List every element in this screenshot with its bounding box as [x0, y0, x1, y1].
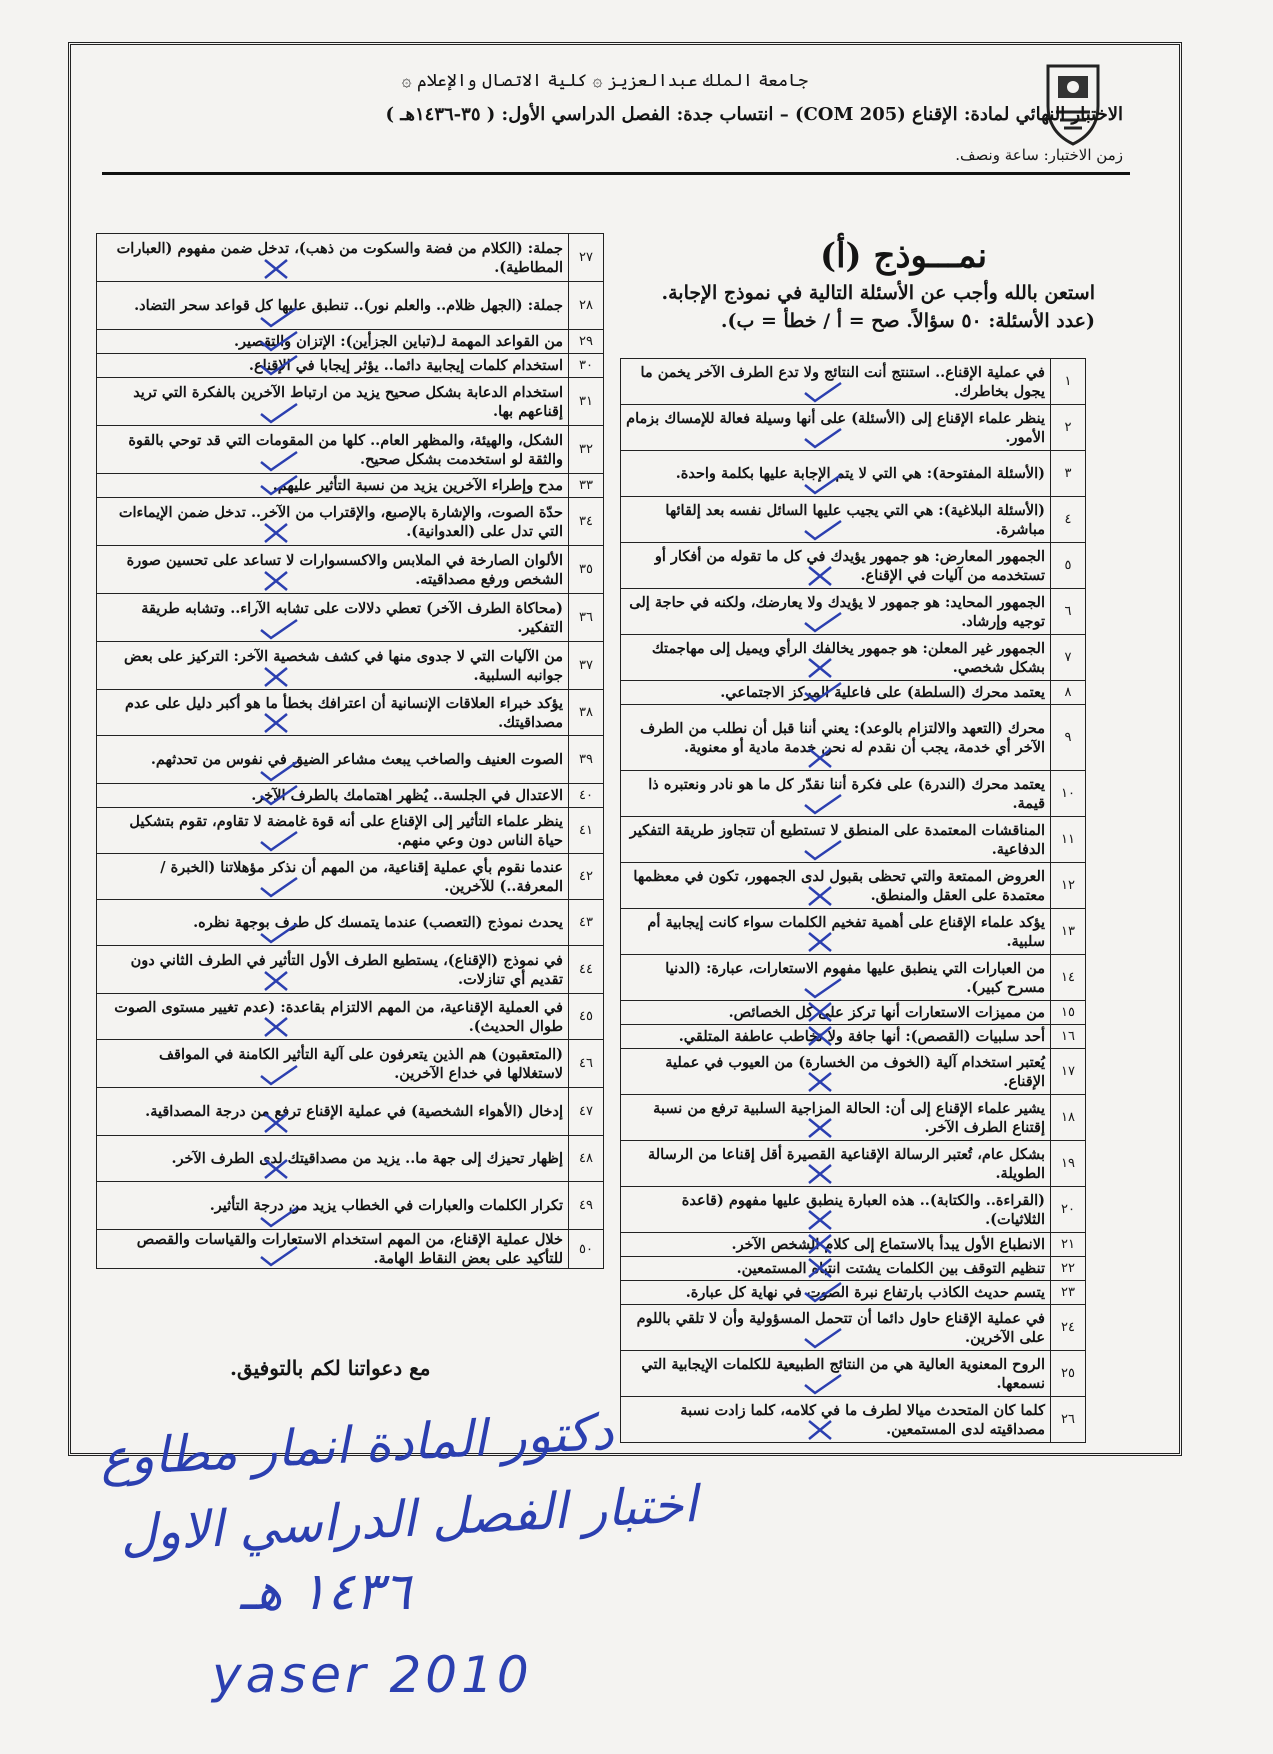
question-row [97, 1182, 604, 1230]
question-row [621, 705, 1086, 771]
question-text: إدخال (الأهواء الشخصية) في عملية الإقناع ترفع من درجة المصداقية. [97, 1088, 569, 1136]
question-row [621, 863, 1086, 909]
question-text: الجمهور غير المعلن: هو جمهور يخالفك الرأي ويميل إلى مهاجمتك بشكل شخصي. [621, 635, 1051, 681]
question-row [621, 1351, 1086, 1397]
question-row [97, 1088, 604, 1136]
question-row [97, 736, 604, 784]
check-mark-icon [257, 920, 301, 946]
question-row [97, 854, 604, 900]
question-row [621, 1187, 1086, 1233]
questions-table-right [620, 358, 1086, 1443]
question-row [621, 1305, 1086, 1351]
question-row [621, 955, 1086, 1001]
question-text: يتسم حديث الكاذب بارتفاع نبرة الصوت في نهاية كل عبارة. [621, 1281, 1051, 1305]
question-number: ٩ [1051, 705, 1086, 771]
question-number: ٤٤ [569, 946, 604, 994]
question-row [621, 771, 1086, 817]
check-mark-icon [801, 975, 845, 1001]
check-mark-icon [257, 1062, 301, 1088]
question-text: تنظيم التوقف بين الكلمات يشتت انتباه المستمعين. [621, 1257, 1051, 1281]
question-row [97, 474, 604, 498]
check-mark-icon [801, 837, 845, 863]
question-number: ٣١ [569, 378, 604, 426]
check-mark-icon [257, 304, 301, 330]
question-text: يعتمد محرك (السلطة) على فاعلية المركز الاجتماعي. [621, 681, 1051, 705]
question-row [621, 1025, 1086, 1049]
question-row [621, 451, 1086, 497]
question-number: ٤٢ [569, 854, 604, 900]
question-text: من القواعد المهمة لـ(تباين الجزأين): الإتزان والتقصير. [97, 330, 569, 354]
question-number: ٣٥ [569, 546, 604, 594]
question-number: ٣٤ [569, 498, 604, 546]
question-row [621, 1095, 1086, 1141]
question-row [621, 1281, 1086, 1305]
question-text: جملة: (الجهل ظلام.. والعلم نور).. تنطبق عليها كل قواعد سحر التضاد. [97, 282, 569, 330]
question-number: ٢٠ [1051, 1187, 1086, 1233]
question-text: يحدث نموذج (التعصب) عندما يتمسك كل طرف بوجهة نظره. [97, 900, 569, 946]
question-text: العروض الممتعة والتي تحظى بقبول لدى الجمهور، تكون في معظمها معتمدة على العقل والمنطق. [621, 863, 1051, 909]
check-mark-icon [801, 425, 845, 451]
question-row [97, 808, 604, 854]
question-row [621, 359, 1086, 405]
exam-time: زمن الاختبار: ساعة ونصف. [955, 146, 1123, 164]
question-number: ٣٨ [569, 690, 604, 736]
question-number: ٤ [1051, 497, 1086, 543]
question-number: ٢٧ [569, 234, 604, 282]
question-row [97, 1136, 604, 1182]
question-row [97, 784, 604, 808]
question-number: ٤٧ [569, 1088, 604, 1136]
question-number: ٣٠ [569, 354, 604, 378]
question-text: جملة: (الكلام من فضة والسكوت من ذهب)، تدخل ضمن مفهوم (العبارات المطاطية). [97, 234, 569, 282]
question-row [621, 1141, 1086, 1187]
check-mark-icon [257, 472, 301, 498]
question-text: يؤكد خبراء العلاقات الإنسانية أن اعترافك بخطأ ما هو أكبر دليل على عدم مصداقيتك. [97, 690, 569, 736]
cross-mark-icon [801, 563, 845, 589]
question-number: ٧ [1051, 635, 1086, 681]
question-text: تكرار الكلمات والعبارات في الخطاب يزيد من درجة التأثير. [97, 1182, 569, 1230]
check-mark-icon [801, 517, 845, 543]
question-row [97, 546, 604, 594]
question-number: ٤٥ [569, 994, 604, 1040]
question-number: ٣ [1051, 451, 1086, 497]
check-mark-icon [257, 328, 301, 354]
question-number: ٢٢ [1051, 1257, 1086, 1281]
question-number: ٤٨ [569, 1136, 604, 1182]
question-text: استخدام كلمات إيجابية دائما.. يؤثر إيجابا في الإقناع. [97, 354, 569, 378]
handwritten-exam-term: اختبار الفصل الدراسي الاول [118, 1474, 699, 1564]
question-row [97, 234, 604, 282]
question-number: ٥٠ [569, 1230, 604, 1269]
check-mark-icon [257, 352, 301, 378]
question-number: ٣٧ [569, 642, 604, 690]
question-row [621, 589, 1086, 635]
question-text: من العبارات التي ينطبق عليها مفهوم الاستعارات، عبارة: (الدنيا مسرح كبير). [621, 955, 1051, 1001]
check-mark-icon [257, 874, 301, 900]
question-row [621, 1397, 1086, 1443]
cross-mark-icon [257, 520, 301, 546]
check-mark-icon [257, 828, 301, 854]
question-number: ٤٩ [569, 1182, 604, 1230]
question-text: أحد سلبيات (القصص): أنها جافة ولا تخاطب عاطفة المتلقي. [621, 1025, 1051, 1049]
question-row [97, 594, 604, 642]
cross-mark-icon [801, 745, 845, 771]
question-number: ٤٣ [569, 900, 604, 946]
question-row [621, 1233, 1086, 1257]
question-row [621, 817, 1086, 863]
question-row [621, 405, 1086, 451]
question-number: ٣٣ [569, 474, 604, 498]
check-mark-icon [801, 609, 845, 635]
question-text: ينظر علماء التأثير إلى الإقناع على أنه قوة غامضة لا تقاوم، تقوم بتشكيل حياة الناس دون وعي منهم. [97, 808, 569, 854]
question-count-text: (عدد الأسئلة: ٥٠ سؤالاً. صح = أ / خطأ = ب). [720, 310, 1095, 332]
question-number: ٣٩ [569, 736, 604, 784]
check-mark-icon [801, 379, 845, 405]
question-text: مدح وإطراء الآخرين يزيد من نسبة التأثير عليهم. [97, 474, 569, 498]
question-text: (القراءة.. والكتابة).. هذه العبارة ينطبق عليها مفهوم (قاعدة الثلاثيات). [621, 1187, 1051, 1233]
question-row [621, 543, 1086, 589]
question-number: ١٦ [1051, 1025, 1086, 1049]
question-number: ١١ [1051, 817, 1086, 863]
question-text: (الأسئلة المفتوحة): هي التي لا يتم الإجابة عليها بكلمة واحدة. [621, 451, 1051, 497]
check-mark-icon [257, 1243, 301, 1269]
question-number: ١٢ [1051, 863, 1086, 909]
check-mark-icon [257, 448, 301, 474]
question-number: ٤١ [569, 808, 604, 854]
question-row [97, 498, 604, 546]
question-number: ١ [1051, 359, 1086, 405]
question-text: الروح المعنوية العالية هي من النتائج الطبيعية للكلمات الإيجابية التي نسمعها. [621, 1351, 1051, 1397]
question-number: ٢٤ [1051, 1305, 1086, 1351]
question-number: ٢٨ [569, 282, 604, 330]
question-text: يؤكد علماء الإقناع على أهمية تفخيم الكلمات سواء كانت إيجابية أم سلبية. [621, 909, 1051, 955]
question-number: ٣٢ [569, 426, 604, 474]
question-row [97, 426, 604, 474]
cross-mark-icon [257, 1014, 301, 1040]
check-mark-icon [257, 1204, 301, 1230]
question-row [97, 378, 604, 426]
cross-mark-icon [257, 1156, 301, 1182]
check-mark-icon [257, 616, 301, 642]
cross-mark-icon [801, 1207, 845, 1233]
question-text: الجمهور المعارض: هو جمهور يؤيدك في كل ما تقوله من أفكار أو تستخدمه من آليات في الإقناع. [621, 543, 1051, 589]
question-text: إظهار تحيزك إلى جهة ما.. يزيد من مصداقيتك لدى الطرف الآخر. [97, 1136, 569, 1182]
check-mark-icon [257, 758, 301, 784]
cross-mark-icon [257, 664, 301, 690]
question-row [97, 330, 604, 354]
question-text: استخدام الدعابة بشكل صحيح يزيد من ارتباط الآخرين بالفكرة التي تريد إقناعهم بها. [97, 378, 569, 426]
question-number: ١٥ [1051, 1001, 1086, 1025]
cross-mark-icon [801, 1069, 845, 1095]
check-mark-icon [801, 471, 845, 497]
question-text: الاعتدال في الجلسة.. يُظهر اهتمامك بالطرف الآخر. [97, 784, 569, 808]
cross-mark-icon [257, 1110, 301, 1136]
cross-mark-icon [257, 568, 301, 594]
check-mark-icon [801, 791, 845, 817]
question-text: من مميزات الاستعارات أنها تركز على كل الخصائص. [621, 1001, 1051, 1025]
question-text: حدّة الصوت، والإشارة بالإصبع، والإقتراب من الآخر.. تدخل ضمن الإيماءات التي تدل على (العدوانية). [97, 498, 569, 546]
question-number: ٤٠ [569, 784, 604, 808]
question-row [621, 1001, 1086, 1025]
question-text: بشكل عام، تُعتبر الرسالة الإقناعية القصيرة أقل إقناعا من الرسالة الطويلة. [621, 1141, 1051, 1187]
question-number: ١٣ [1051, 909, 1086, 955]
question-row [621, 1257, 1086, 1281]
question-text: ينظر علماء الإقناع إلى (الأسئلة) على أنها وسيلة فعالة للإمساك بزمام الأمور. [621, 405, 1051, 451]
handwritten-instructor: دكتور المادة انمار مطاوع [98, 1402, 615, 1488]
model-title: نمـــوذج (أ) [820, 236, 988, 276]
question-row [97, 994, 604, 1040]
instruction-text: استعن بالله وأجب عن الأسئلة التالية في نموذج الإجابة. [661, 282, 1095, 304]
cross-mark-icon [801, 999, 845, 1025]
question-number: ٢٥ [1051, 1351, 1086, 1397]
question-row [97, 282, 604, 330]
cross-mark-icon [801, 1417, 845, 1443]
question-row [97, 1230, 604, 1269]
questions-table-left [96, 233, 604, 1269]
question-text: المناقشات المعتمدة على المنطق لا تستطيع أن تتجاوز طريقة التفكير الدفاعية. [621, 817, 1051, 863]
question-text: الجمهور المحايد: هو جمهور لا يؤيدك ولا يعارضك، ولكنه في حاجة إلى توجيه وإرشاد. [621, 589, 1051, 635]
question-row [621, 635, 1086, 681]
cross-mark-icon [257, 968, 301, 994]
university-name: جامعة الملك عبدالعزيز ۞ كلية الاتصال والإعلام ۞ [401, 71, 808, 91]
cross-mark-icon [801, 1023, 845, 1049]
question-row [97, 642, 604, 690]
cross-mark-icon [801, 1115, 845, 1141]
question-text: في نموذج (الإقناع)، يستطيع الطرف الأول التأثير في الطرف الثاني دون تقديم أي تنازلات. [97, 946, 569, 994]
closing-text: مع دعواتنا لكم بالتوفيق. [230, 1356, 431, 1380]
question-text: محرك (التعهد والالتزام بالوعد): يعني أننا قبل أن نطلب من الطرف الآخر أي خدمة، يجب أن نقدم له نحن خدمة مادية أو معنوية. [621, 705, 1051, 771]
cross-mark-icon [801, 655, 845, 681]
check-mark-icon [801, 1325, 845, 1351]
cross-mark-icon [801, 883, 845, 909]
question-row [97, 690, 604, 736]
cross-mark-icon [801, 1231, 845, 1257]
handwritten-signature: yaser 2010 [212, 1646, 533, 1704]
question-number: ٢١ [1051, 1233, 1086, 1257]
cross-mark-icon [801, 1161, 845, 1187]
question-number: ٤٦ [569, 1040, 604, 1088]
question-text: يشير علماء الإقناع إلى أن: الحالة المزاجية السلبية ترفع من نسبة إقتناع الطرف الآخر. [621, 1095, 1051, 1141]
question-text: من الآليات التي لا جدوى منها في كشف شخصية الآخر: التركيز على بعض جوانبه السلبية. [97, 642, 569, 690]
question-row [621, 909, 1086, 955]
question-text: يعتمد محرك (الندرة) على فكرة أننا نقدّر كل ما هو نادر ونعتبره ذا قيمة. [621, 771, 1051, 817]
handwritten-year: ١٤٣٦ هـ [240, 1562, 411, 1622]
check-mark-icon [257, 782, 301, 808]
question-text: في عملية الإقناع حاول دائما أن تتحمل المسؤولية وأن لا تلقي باللوم على الآخرين. [621, 1305, 1051, 1351]
check-mark-icon [801, 1371, 845, 1397]
cross-mark-icon [801, 1255, 845, 1281]
question-text: (محاكاة الطرف الآخر) تعطي دلالات على تشابه الآراء.. وتشابه طريقة التفكير. [97, 594, 569, 642]
question-number: ١٤ [1051, 955, 1086, 1001]
question-number: ٢٩ [569, 330, 604, 354]
cross-mark-icon [257, 710, 301, 736]
question-text: عندما نقوم بأي عملية إقناعية، من المهم أن نذكر مؤهلاتنا (الخبرة / المعرفة..) للآخرين. [97, 854, 569, 900]
question-number: ١٧ [1051, 1049, 1086, 1095]
cross-mark-icon [257, 256, 301, 282]
check-mark-icon [257, 400, 301, 426]
question-number: ٢٦ [1051, 1397, 1086, 1443]
question-row [621, 1049, 1086, 1095]
check-mark-icon [801, 1279, 845, 1305]
question-row [621, 497, 1086, 543]
question-text: في العملية الإقناعية، من المهم الالتزام بقاعدة: (عدم تغيير مستوى الصوت طوال الحديث). [97, 994, 569, 1040]
question-number: ٥ [1051, 543, 1086, 589]
question-row [97, 946, 604, 994]
question-row [97, 900, 604, 946]
question-text: الألوان الصارخة في الملابس والاكسسوارات لا تساعد على تحسين صورة الشخص ورفع مصداقيته. [97, 546, 569, 594]
question-row [97, 1040, 604, 1088]
check-mark-icon [801, 679, 845, 705]
question-number: ١٩ [1051, 1141, 1086, 1187]
question-text: خلال عملية الإقناع، من المهم استخدام الاستعارات والقياسات والقصص للتأكيد على بعض النقاط الهامة. [97, 1230, 569, 1269]
question-number: ٣٦ [569, 594, 604, 642]
question-number: ٢٣ [1051, 1281, 1086, 1305]
cross-mark-icon [801, 929, 845, 955]
question-number: ٦ [1051, 589, 1086, 635]
question-number: ١٨ [1051, 1095, 1086, 1141]
header-divider [102, 172, 1130, 175]
question-row [97, 354, 604, 378]
question-row [621, 681, 1086, 705]
question-text: الشكل، والهيئة، والمظهر العام.. كلها من المقومات التي قد توحي بالقوة والثقة لو استخدمت بشكل صحيح. [97, 426, 569, 474]
question-number: ٢ [1051, 405, 1086, 451]
question-number: ٨ [1051, 681, 1086, 705]
question-text: يُعتبر استخدام آلية (الخوف من الخسارة) من العيوب في عملية الإقناع. [621, 1049, 1051, 1095]
question-text: في عملية الإقناع.. استنتج أنت النتائج ولا تدع الطرف الآخر يخمن ما يجول بخاطرك. [621, 359, 1051, 405]
exam-title: الاختبار النهائي لمادة: الإقناع (COM 205) – انتساب جدة: الفصل الدراسي الأول: ( ٣٥-١٤٣٦هـ ) [385, 104, 1123, 125]
question-text: الصوت العنيف والصاخب يبعث مشاعر الضيق في نفوس من تحدثهم. [97, 736, 569, 784]
question-text: الانطباع الأول يبدأ بالاستماع إلى كلام الشخص الآخر. [621, 1233, 1051, 1257]
question-number: ١٠ [1051, 771, 1086, 817]
question-text: (المتعقبون) هم الذين يتعرفون على آلية التأثير الكامنة في المواقف لاستغلالها في خداع الآخرين. [97, 1040, 569, 1088]
question-text: كلما كان المتحدث ميالا لطرف ما في كلامه، كلما زادت نسبة مصداقيته لدى المستمعين. [621, 1397, 1051, 1443]
question-text: (الأسئلة البلاغية): هي التي يجيب عليها السائل نفسه بعد إلقائها مباشرة. [621, 497, 1051, 543]
